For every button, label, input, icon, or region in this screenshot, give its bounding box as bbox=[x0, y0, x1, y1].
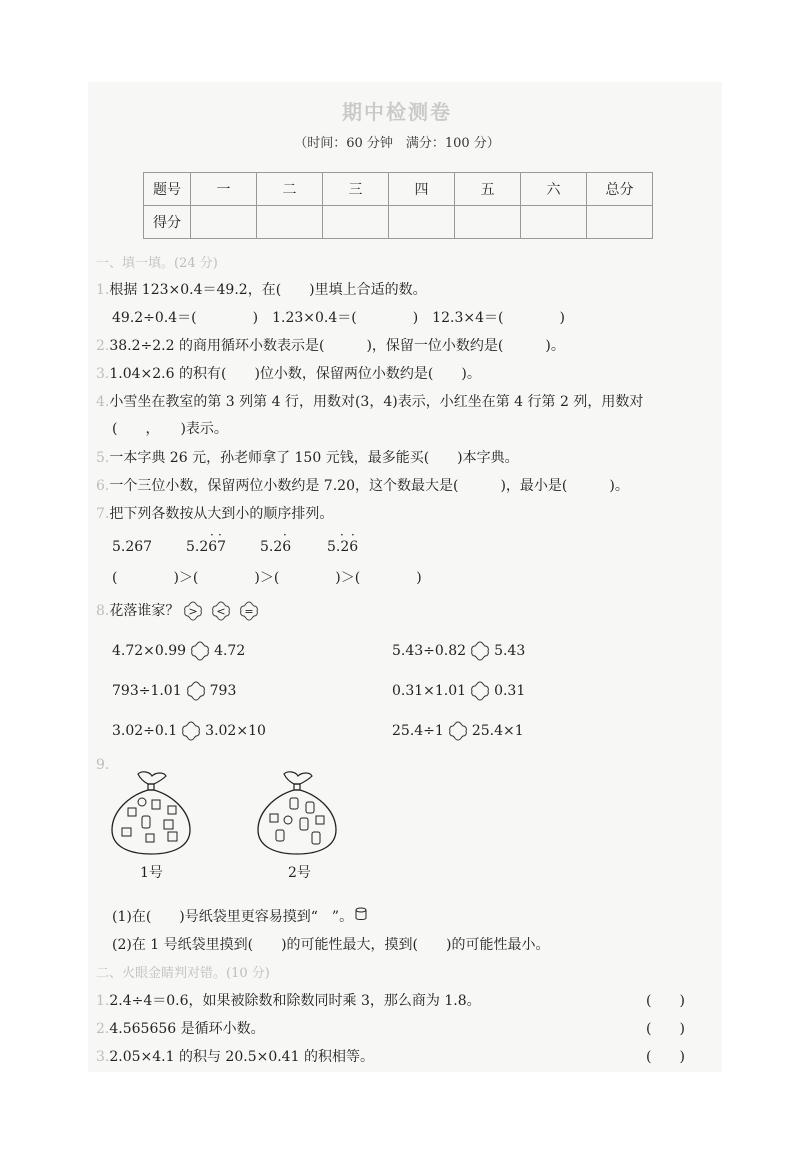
question-5 bbox=[96, 447, 519, 467]
score-table-header-row bbox=[144, 173, 653, 206]
symbol-text: < bbox=[216, 605, 226, 618]
score-table-cell: 五 bbox=[455, 173, 521, 206]
question-text: 2.4÷4＝0.6，如果被除数和除数同时乘 3，那么商为 1.8。 bbox=[109, 993, 481, 1009]
question-text: 根据 123×0.4＝49.2，在( )里填上合适的数。 bbox=[109, 282, 427, 298]
compare-right: 0.31 bbox=[494, 683, 526, 699]
compare-left: 5.43÷0.82 bbox=[392, 643, 467, 659]
score-table-score-row bbox=[144, 206, 653, 239]
score-input-cell[interactable] bbox=[389, 206, 455, 239]
question-number: 7. bbox=[96, 506, 110, 522]
question-text: 1.04×2.6 的积有( )位小数，保留两位小数约是( )。 bbox=[109, 366, 481, 382]
symbol-text: = bbox=[244, 605, 254, 618]
paper-bag-1-icon bbox=[108, 768, 198, 858]
judge-item bbox=[96, 990, 481, 1010]
compare-item bbox=[112, 640, 245, 662]
page-title: 期中检测卷 bbox=[342, 100, 452, 124]
compare-left: 793÷1.01 bbox=[112, 683, 182, 699]
question-8 bbox=[96, 600, 263, 622]
score-table-cell: 四 bbox=[389, 173, 455, 206]
question-7 bbox=[96, 503, 333, 523]
question-1-sub: 49.2÷0.4＝( ) 1.23×0.4＝( ) 12.3×4＝( ) bbox=[112, 310, 565, 326]
flower-symbol-equal bbox=[238, 600, 260, 622]
score-table-cell: 得分 bbox=[144, 206, 191, 239]
compare-left: 0.31×1.01 bbox=[392, 683, 467, 699]
compare-right: 5.43 bbox=[494, 643, 526, 659]
score-input-cell[interactable] bbox=[455, 206, 521, 239]
repeat-dot: · bbox=[351, 528, 355, 542]
flower-symbol-greater bbox=[182, 600, 204, 622]
answer-paren[interactable]: ( ) bbox=[646, 1021, 685, 1037]
flower-blank-icon[interactable] bbox=[188, 640, 212, 662]
section-heading: 二、火眼金睛判对错。(10 分) bbox=[96, 966, 270, 981]
question-2 bbox=[96, 335, 565, 355]
bag-1-label: 1号 bbox=[140, 865, 163, 881]
question-1 bbox=[96, 279, 427, 299]
score-table-cell: 三 bbox=[323, 173, 389, 206]
cylinder-icon bbox=[355, 907, 367, 921]
compare-item bbox=[392, 680, 525, 702]
question-text: 38.2÷2.2 的商用循环小数表示是( )，保留一位小数约是( )。 bbox=[109, 338, 565, 354]
flower-blank-icon[interactable] bbox=[184, 680, 208, 702]
flower-blank-icon[interactable] bbox=[468, 640, 492, 662]
compare-right: 4.72 bbox=[214, 643, 246, 659]
paper-bag-2-icon bbox=[254, 768, 344, 858]
answer-paren[interactable]: ( ) bbox=[646, 993, 685, 1009]
question-number: 1. bbox=[96, 993, 110, 1009]
compare-item bbox=[392, 640, 525, 662]
symbol-text: > bbox=[188, 605, 198, 618]
flower-blank-icon[interactable] bbox=[179, 720, 203, 742]
question-number: 3. bbox=[96, 1049, 110, 1065]
q7-number: 5.267 bbox=[186, 539, 227, 555]
question-text: 4.565656 是循环小数。 bbox=[109, 1021, 265, 1037]
q7-number: 5.26 bbox=[327, 539, 359, 555]
compare-left: 3.02÷0.1 bbox=[112, 723, 178, 739]
score-input-cell[interactable] bbox=[521, 206, 587, 239]
q7-number: 5.267 bbox=[112, 539, 153, 555]
question-number: 4. bbox=[96, 394, 110, 410]
score-table-cell: 六 bbox=[521, 173, 587, 206]
question-number: 5. bbox=[96, 450, 110, 466]
repeat-dot: · bbox=[210, 528, 214, 542]
bag-2-label: 2号 bbox=[288, 865, 311, 881]
compare-item bbox=[112, 720, 266, 742]
compare-right: 3.02×10 bbox=[205, 723, 266, 739]
question-4-cont: ( ， )表示。 bbox=[112, 421, 228, 437]
flower-blank-icon[interactable] bbox=[468, 680, 492, 702]
judge-item bbox=[96, 1046, 374, 1066]
page-subtitle: （时间：60 分钟 满分：100 分） bbox=[294, 136, 500, 151]
repeat-dot: · bbox=[340, 528, 344, 542]
question-text: 2.05×4.1 的积与 20.5×0.41 的积相等。 bbox=[109, 1049, 374, 1065]
question-number: 6. bbox=[96, 478, 110, 494]
question-number: 1. bbox=[96, 282, 110, 298]
flower-blank-icon[interactable] bbox=[446, 720, 470, 742]
question-number: 3. bbox=[96, 366, 110, 382]
question-9-sub2: (2)在 1 号纸袋里摸到( )的可能性最大，摸到( )的可能性最小。 bbox=[112, 937, 550, 953]
score-table-cell: 题号 bbox=[144, 173, 191, 206]
question-9-sub1: (1)在( )号纸袋里更容易摸到“ ”。 bbox=[112, 909, 354, 925]
repeat-dot: · bbox=[283, 528, 287, 542]
score-input-cell[interactable] bbox=[323, 206, 389, 239]
question-number: 2. bbox=[96, 1021, 110, 1037]
score-input-cell[interactable] bbox=[587, 206, 653, 239]
score-table-cell: 二 bbox=[257, 173, 323, 206]
question-number: 8. bbox=[96, 603, 110, 619]
compare-left: 4.72×0.99 bbox=[112, 643, 187, 659]
question-text: 小雪坐在教室的第 3 列第 4 行，用数对(3，4)表示，小红坐在第 4 行第 2 列，用数对 bbox=[109, 394, 644, 410]
score-table-cell: 一 bbox=[191, 173, 257, 206]
question-3 bbox=[96, 363, 481, 383]
question-text: 一个三位小数，保留两位小数约是 7.20，这个数最大是( )，最小是( )。 bbox=[109, 478, 629, 494]
question-text: 一本字典 26 元，孙老师拿了 150 元钱，最多能买( )本字典。 bbox=[109, 450, 519, 466]
flower-symbol-less bbox=[210, 600, 232, 622]
question-number: 2. bbox=[96, 338, 110, 354]
score-input-cell[interactable] bbox=[191, 206, 257, 239]
score-table-cell: 总分 bbox=[587, 173, 653, 206]
compare-item bbox=[112, 680, 236, 702]
compare-item bbox=[392, 720, 524, 742]
question-number: 9. bbox=[96, 757, 110, 773]
question-6 bbox=[96, 475, 629, 495]
answer-paren[interactable]: ( ) bbox=[646, 1049, 685, 1065]
question-4 bbox=[96, 391, 643, 411]
compare-right: 25.4×1 bbox=[471, 723, 524, 739]
score-table bbox=[143, 172, 653, 239]
q7-order-blanks: ( )＞( )＞( )＞( ) bbox=[112, 570, 422, 586]
q7-number: 5.26 bbox=[260, 539, 292, 555]
repeat-dot: · bbox=[218, 528, 222, 542]
question-text: 花落谁家？ bbox=[109, 603, 180, 619]
section-heading: 一、填一填。(24 分) bbox=[96, 256, 218, 271]
compare-right: 793 bbox=[209, 683, 237, 699]
question-text: 把下列各数按从大到小的顺序排列。 bbox=[109, 506, 334, 522]
judge-item bbox=[96, 1018, 265, 1038]
score-input-cell[interactable] bbox=[257, 206, 323, 239]
compare-left: 25.4÷1 bbox=[392, 723, 444, 739]
